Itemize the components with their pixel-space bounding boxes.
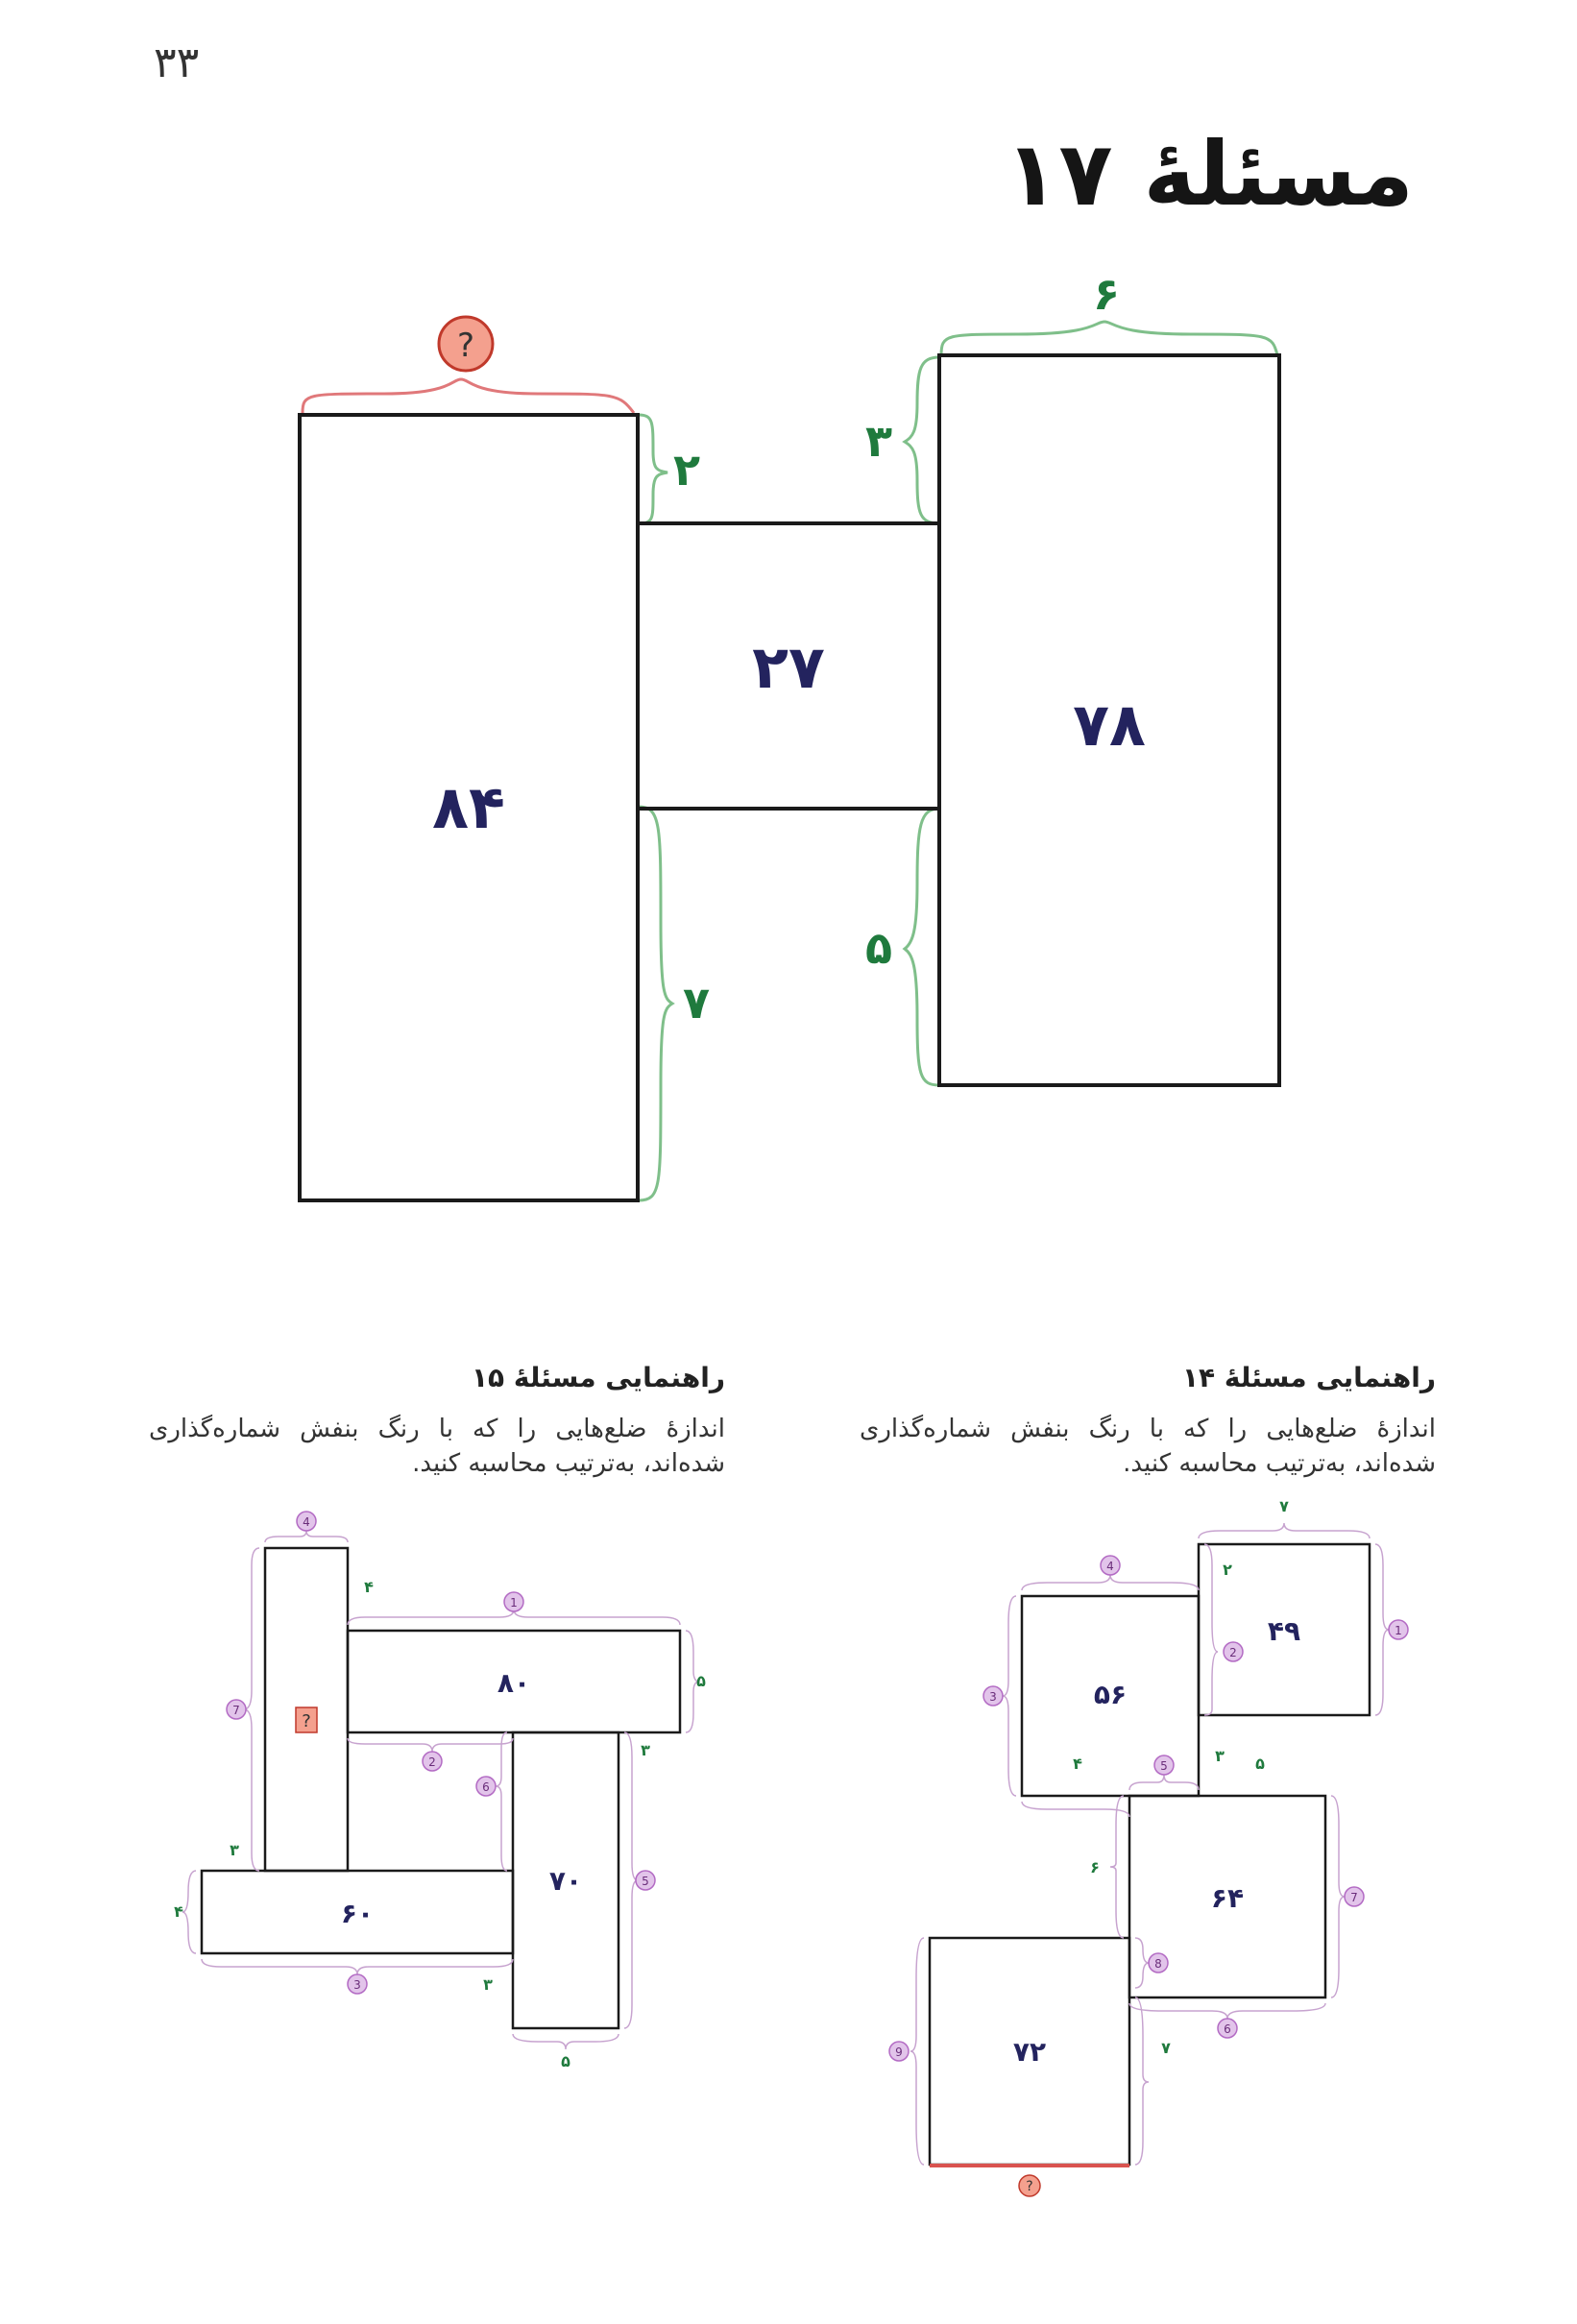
h15-circles — [227, 1512, 655, 1994]
h15-num-5b: ۵ — [561, 2052, 570, 2070]
h14-area-49: ۴۹ — [1267, 1615, 1301, 1647]
hint15-figure — [0, 1479, 768, 2074]
h15-num-4b: ۴ — [174, 1902, 183, 1921]
brace-top-left — [303, 379, 634, 413]
h14-circle-2: 2 — [1229, 1646, 1237, 1659]
label-5: ۵ — [864, 922, 893, 974]
h15-area-70: ۷۰ — [548, 1865, 583, 1897]
label-7: ۷ — [682, 977, 711, 1029]
h14-area-64: ۶۴ — [1210, 1882, 1245, 1914]
h14-num-2: ۲ — [1223, 1561, 1232, 1579]
h15-num-5a: ۵ — [696, 1672, 706, 1690]
h15-num-3b: ۳ — [230, 1841, 239, 1859]
hint15-title: راهنمایی مسئلهٔ ۱۵ — [471, 1362, 725, 1393]
h15-circle-1: 1 — [510, 1596, 518, 1610]
h14-circles — [889, 1556, 1408, 2061]
h15-circle-7: 7 — [232, 1704, 240, 1717]
problem-title: مسئلهٔ ۱۷ — [1005, 123, 1414, 226]
h15-circle-6: 6 — [482, 1780, 490, 1794]
h14-unknown: ? — [1026, 2179, 1033, 2194]
brace-top-right — [941, 322, 1277, 355]
hint14-figure — [768, 1479, 1577, 2209]
h15-num-3c: ۳ — [483, 1975, 493, 1994]
h14-circle-1: 1 — [1395, 1624, 1402, 1637]
h14-num-3: ۳ — [1215, 1747, 1225, 1765]
hint15-text: اندازهٔ ضلع‌هایی را که با رنگ بنفش شماره‌گذاری شده‌اند، به‌ترتیب محاسبه کنید. — [149, 1415, 725, 1478]
area-78: ۷۸ — [1073, 690, 1146, 760]
brace-left-bottom — [639, 807, 672, 1200]
h15-area-80: ۸۰ — [497, 1667, 531, 1699]
area-27: ۲۷ — [752, 632, 825, 702]
h15-circle-5: 5 — [642, 1875, 649, 1888]
h14-circle-4: 4 — [1106, 1560, 1114, 1573]
h15-circle-3: 3 — [353, 1978, 361, 1992]
label-2: ۲ — [672, 444, 701, 496]
h14-area-72: ۷۲ — [1012, 2036, 1047, 2068]
unknown-mark: ? — [456, 327, 475, 365]
h15-unknown: ? — [302, 1711, 311, 1731]
h14-num-7top: ۷ — [1279, 1497, 1289, 1515]
h14-circle-7: 7 — [1350, 1891, 1358, 1904]
h14-circle-9: 9 — [895, 2046, 903, 2059]
h14-circle-6: 6 — [1224, 2022, 1231, 2036]
page-number: ۳۳ — [154, 38, 200, 87]
label-width-6: ۶ — [1092, 268, 1121, 320]
h15-circle-2: 2 — [428, 1755, 436, 1769]
hint14-title: راهنمایی مسئلهٔ ۱۴ — [1181, 1362, 1436, 1393]
h15-circle-4: 4 — [303, 1515, 310, 1529]
h15-num-4: ۴ — [364, 1578, 374, 1596]
hint14-text: اندازهٔ ضلع‌هایی را که با رنگ بنفش شماره‌گذاری شده‌اند، به‌ترتیب محاسبه کنید. — [860, 1415, 1436, 1478]
h14-num-5: ۵ — [1255, 1755, 1265, 1773]
h15-area-60: ۶۰ — [340, 1898, 375, 1929]
h14-num-7: ۷ — [1161, 2039, 1171, 2057]
h14-area-56: ۵۶ — [1093, 1679, 1128, 1710]
brace-left-top — [639, 415, 667, 523]
brace-right-bottom — [905, 809, 939, 1085]
h14-num-4: ۴ — [1073, 1755, 1082, 1773]
label-3: ۳ — [864, 415, 893, 467]
brace-right-top — [905, 357, 939, 523]
h15-num-3a: ۳ — [641, 1741, 650, 1759]
h14-num-6: ۶ — [1090, 1858, 1100, 1876]
h14-circle-8: 8 — [1154, 1957, 1162, 1971]
area-84: ۸۴ — [432, 772, 505, 842]
h14-circle-3: 3 — [989, 1690, 997, 1704]
h14-circle-5: 5 — [1160, 1759, 1168, 1773]
